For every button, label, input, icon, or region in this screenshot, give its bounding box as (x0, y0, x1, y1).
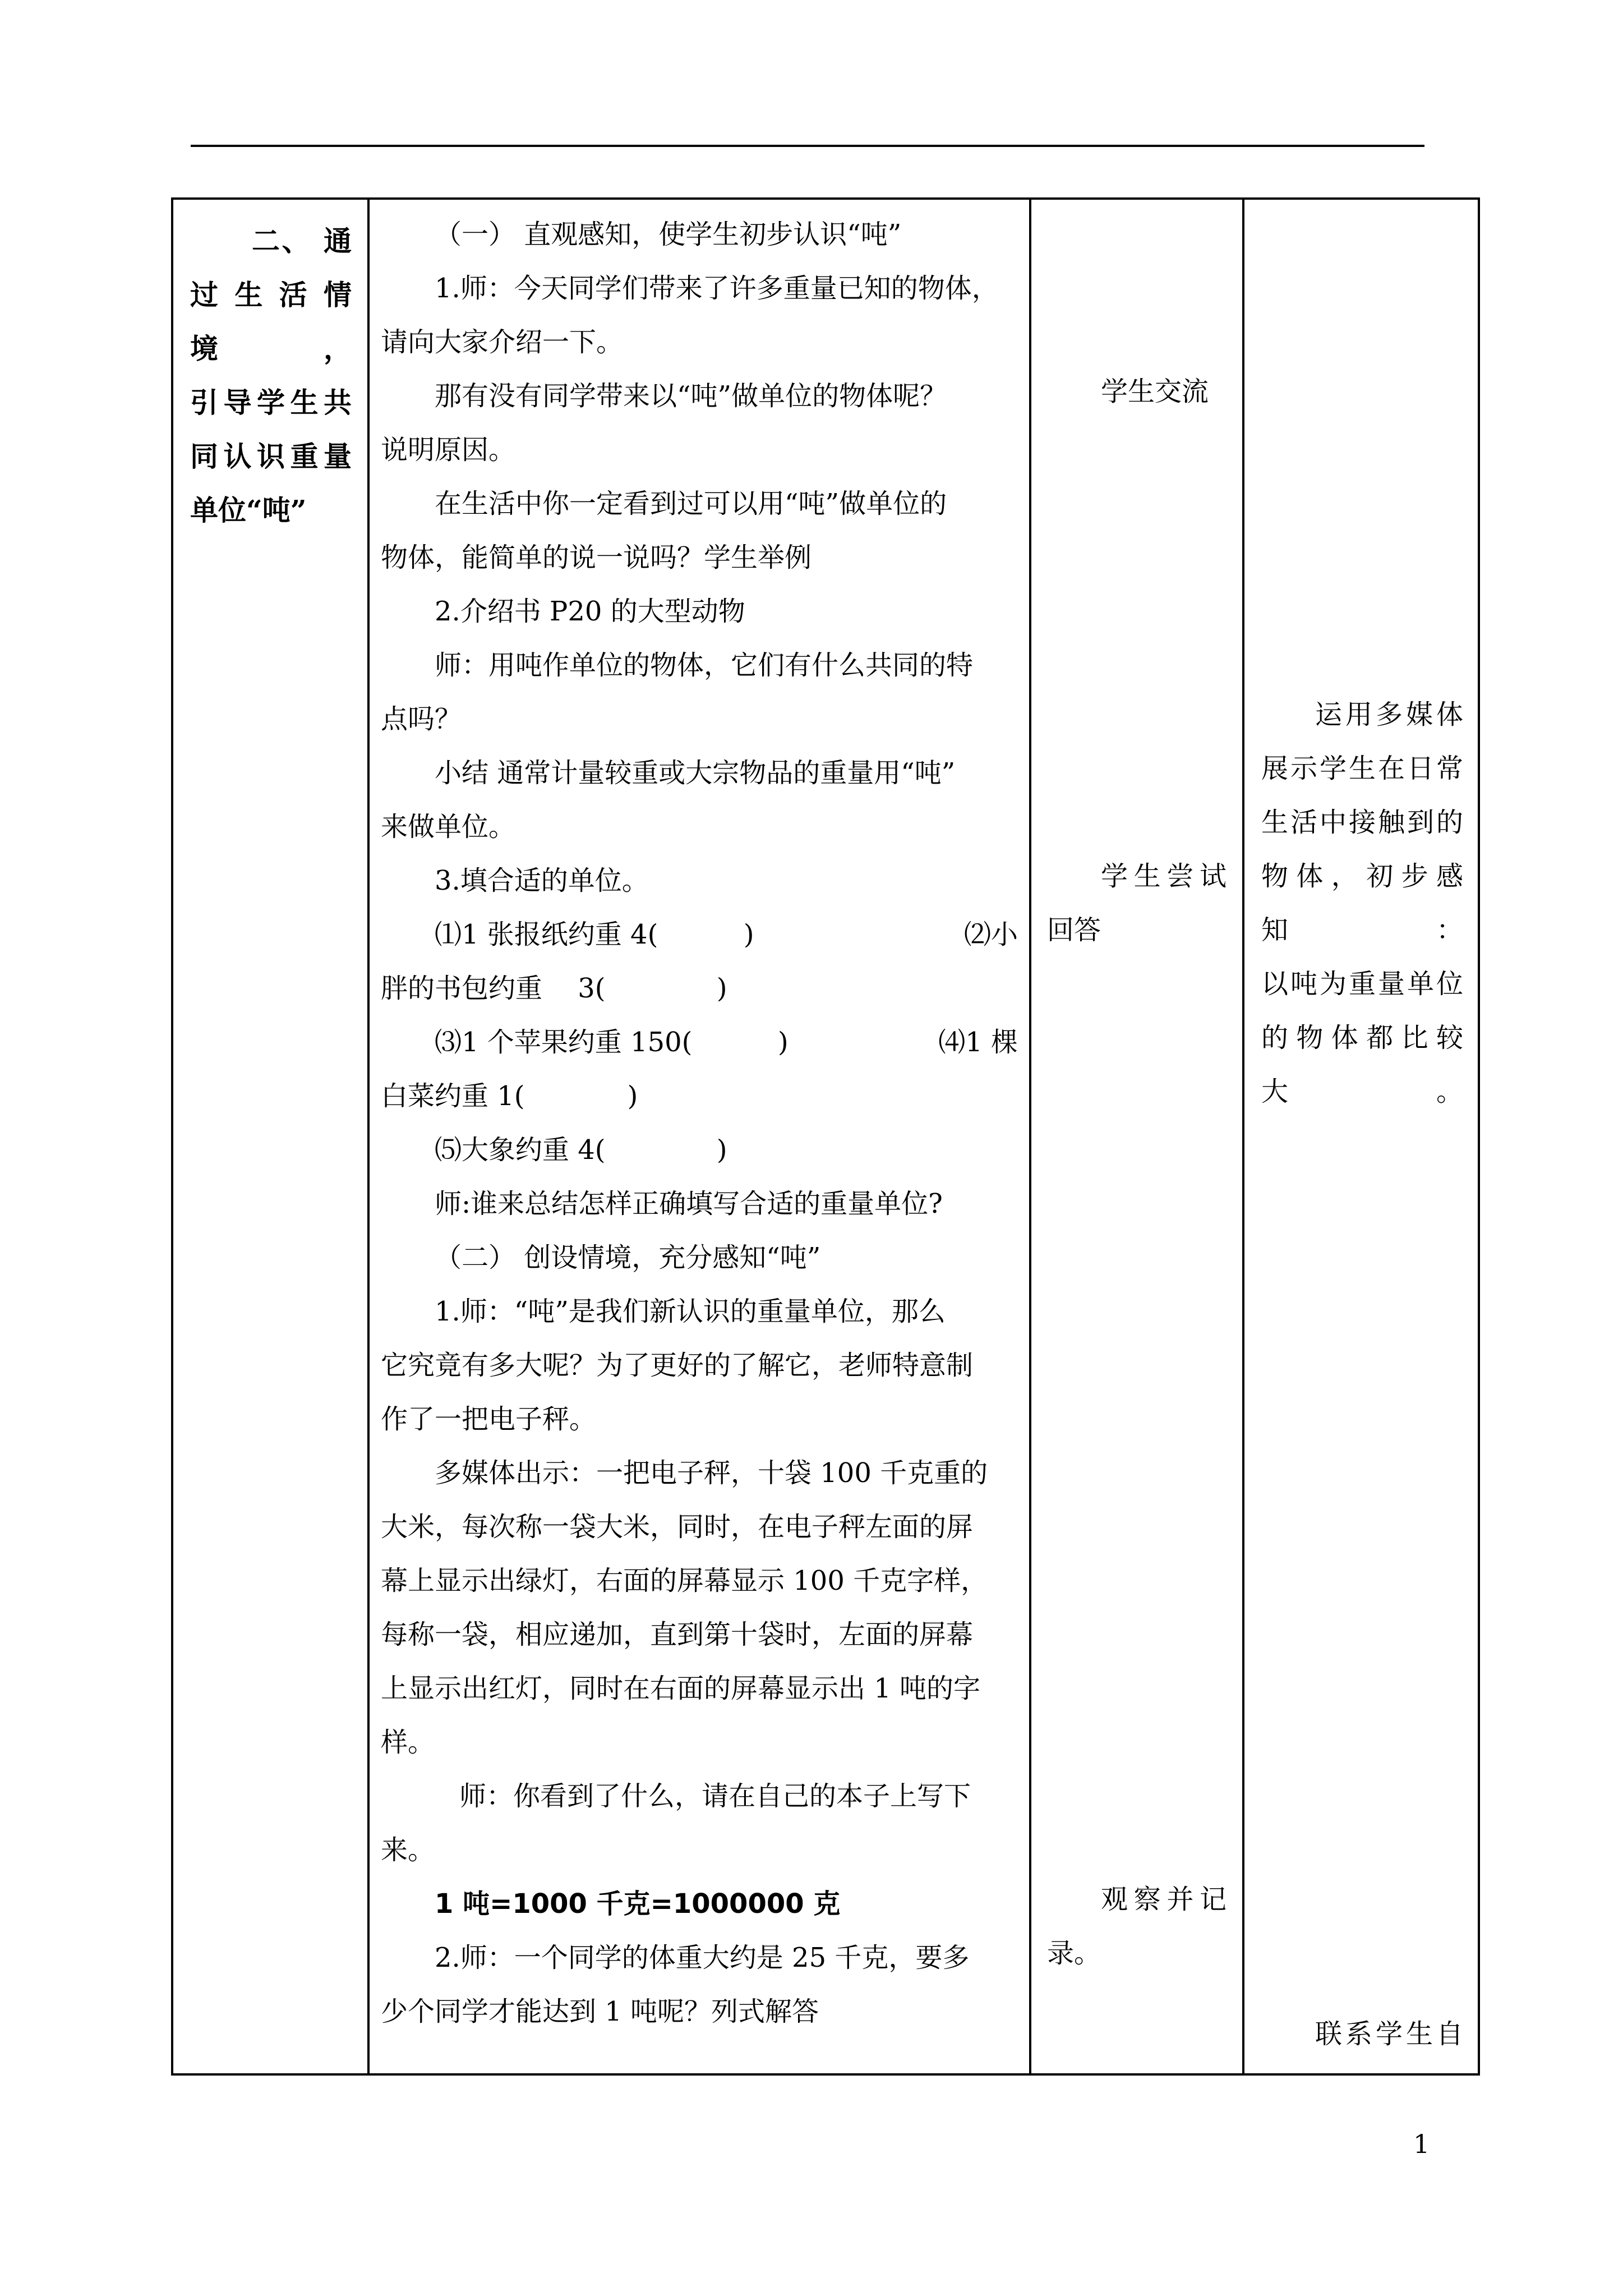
table-row (172, 199, 1479, 2074)
paragraph: 那有没有同学带来以“吨”做单位的物体呢？ (435, 380, 947, 412)
paragraph: 少个同学才能达到 1 吨呢？列式解答 (381, 1996, 819, 2027)
paragraph: 师:谁来总结怎样正确填写合适的重量单位? (435, 1188, 943, 1220)
paragraph: 在生活中你一定看到过可以用“吨”做单位的 (435, 488, 947, 519)
activity-item: 学生交流 (1101, 376, 1209, 407)
exercise-item: ⑴1 张报纸约重 4( ) (435, 919, 754, 950)
header-rule (191, 145, 1424, 147)
exercise-item: 白菜约重 1( ) (381, 1080, 638, 1112)
exercise-item: ⑶1 个苹果约重 150( ) (435, 1027, 789, 1058)
paragraph: 大米，每次称一袋大米，同时，在电子秤左面的屏 (381, 1511, 974, 1543)
intent-item: 联系学生自 (1315, 2018, 1463, 2050)
paragraph: 物体，能简单的说一说吗？学生举例 (381, 542, 812, 573)
formula: 1 吨=1000 千克=1000000 克 (435, 1888, 841, 1920)
paragraph: 样。 (381, 1727, 435, 1758)
exercise-item: ⑵小 (963, 919, 1018, 950)
paragraph: 1.师：今天同学们带来了许多重量已知的物体， (435, 273, 999, 304)
exercise-item: ⑷1 棵 (938, 1027, 1018, 1058)
page-number: 1 (1413, 2129, 1430, 2159)
paragraph: 请向大家介绍一下。 (381, 326, 624, 358)
teaching-content (370, 200, 1029, 2039)
paragraph: 它究竟有多大呢？为了更好的了解它，老师特意制 (381, 1350, 974, 1381)
intent-cell (1243, 199, 1479, 2074)
activity-item: 观察并记 录。 (1047, 1884, 1227, 1969)
paragraph: 3.填合适的单位。 (435, 865, 649, 896)
exercise-row (381, 1015, 1018, 1069)
paragraph: 师：用吨作单位的物体，它们有什么共同的特 (435, 650, 974, 681)
paragraph: 多媒体出示：一把电子秤，十袋 100 千克重的 (435, 1457, 988, 1489)
paragraph: 2.介绍书 P20 的大型动物 (435, 596, 745, 627)
exercise-item: ⑸大象约重 4( ) (435, 1134, 727, 1166)
paragraph: 作了一把电子秤。 (381, 1404, 597, 1435)
section-title: （一） 直观感知，使学生初步认识“吨” (435, 219, 902, 250)
activity-cell (1030, 199, 1243, 2074)
paragraph: 说明原因。 (381, 434, 516, 466)
paragraph: 2.师：一个同学的体重大约是 25 千克，要多 (435, 1942, 970, 1973)
intent-item: 运用多媒体 展示学生在日常 生活中接触到的 物体，初步感知： 以吨为重量单位 的物体都比较大。 (1261, 699, 1463, 1107)
lesson-plan-table (171, 197, 1480, 2076)
paragraph: 1.师：“吨”是我们新认识的重量单位，那么 (435, 1296, 946, 1327)
paragraph: 师：你看到了什么，请在自己的本子上写下 (459, 1780, 971, 1812)
paragraph: 上显示出红灯，同时在右面的屏幕显示出 1 吨的字 (381, 1673, 981, 1704)
exercise-item: 胖的书包约重 3( ) (381, 973, 727, 1004)
exercise-row (381, 908, 1018, 961)
content-cell (368, 199, 1030, 2074)
paragraph: 幕上显示出绿灯，右面的屏幕显示 100 千克字样， (381, 1565, 988, 1596)
section-title: （二） 创设情境，充分感知“吨” (435, 1242, 821, 1273)
activity-item: 学生尝试 回答 (1047, 861, 1227, 946)
paragraph: 每称一袋，相应递加，直到第十袋时，左面的屏幕 (381, 1619, 974, 1650)
paragraph: 来做单位。 (381, 811, 516, 843)
stage-cell (172, 199, 368, 2074)
paragraph: 来。 (381, 1834, 435, 1866)
paragraph: 小结 通常计量较重或大宗物品的重量用“吨” (435, 757, 956, 789)
paragraph: 点吗？ (381, 703, 462, 735)
stage-title: 二、 通 过生活情境， 引导学生共 同认识重量 单位“吨” (190, 224, 352, 527)
